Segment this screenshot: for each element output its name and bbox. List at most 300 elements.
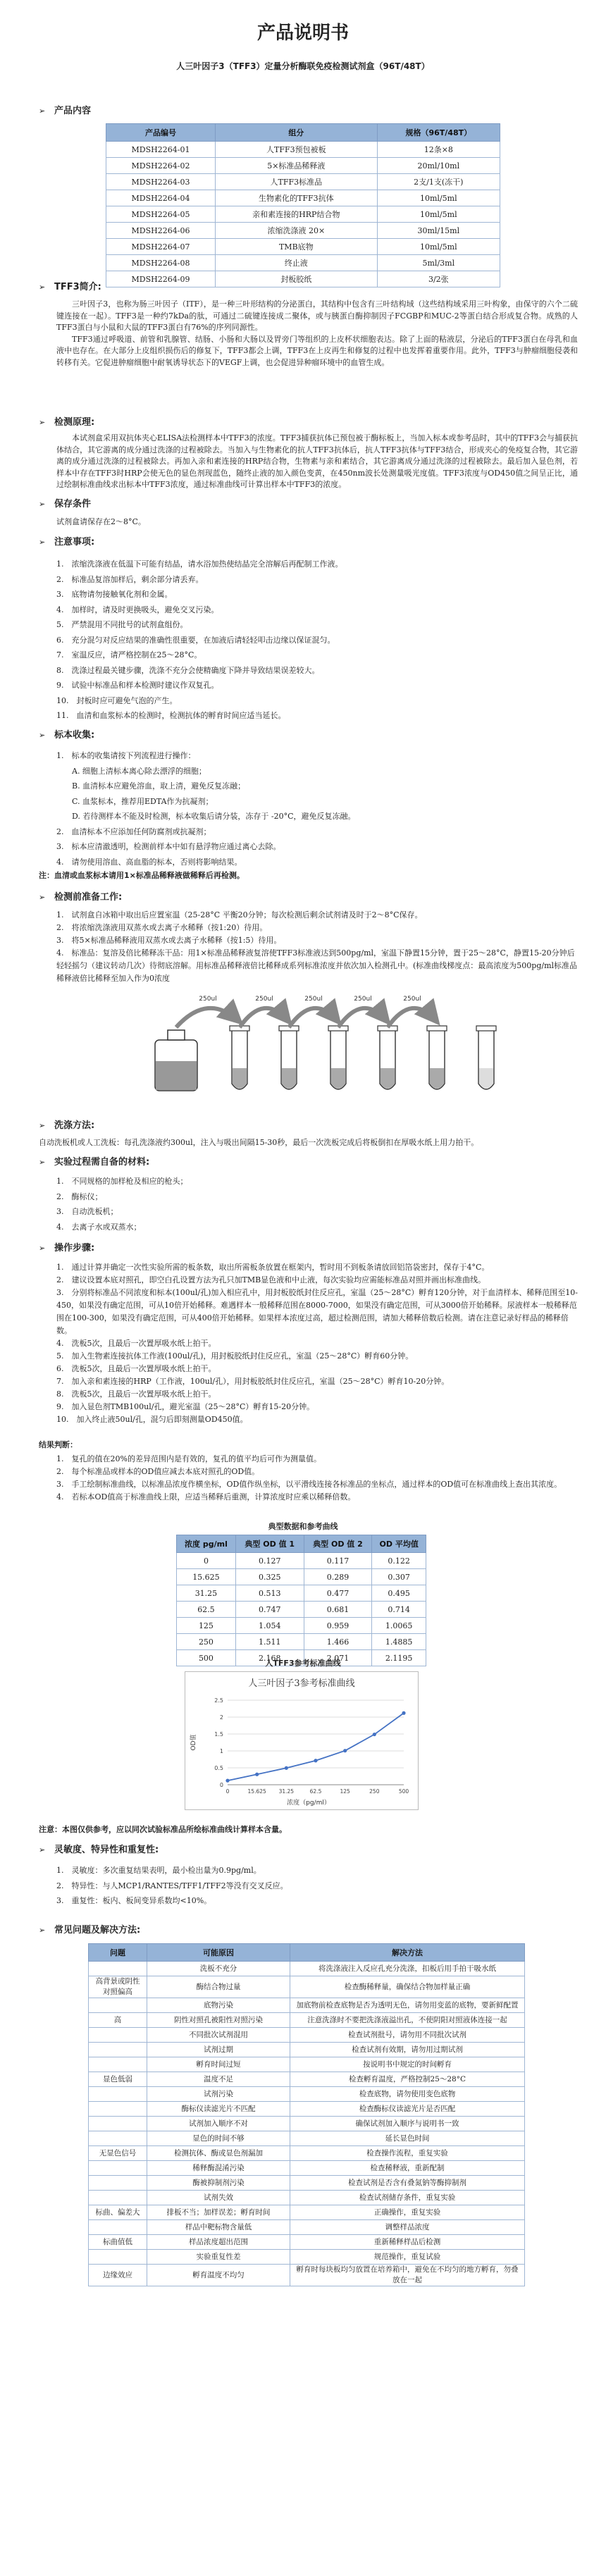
table-cell: 孵育温度不均匀: [147, 2265, 290, 2286]
table-cell: [89, 2250, 147, 2265]
chart-x-tick-label: 500: [398, 1788, 409, 1795]
list-item: 9. 试验中标准品和样本检测时建议作双复孔。: [56, 681, 219, 690]
chart-caption: 人TFF3参考标准曲线: [265, 1659, 341, 1668]
dilution-tube: [378, 1026, 397, 1089]
table-cell: MDSH2264-01: [106, 142, 216, 158]
notes-list: [56, 557, 578, 724]
table-cell: 31.25: [177, 1585, 236, 1602]
list-item: 4. 标准品：复溶及倍比稀释冻干品：用1×标准品稀释液复溶使TFF3标准液达到500pg/ml，室温下静置15分钟，置于25～28°C，静置15-20分钟后轻轻摇匀（建议转动几次）待彻底溶解。用标准品稀释液倍比稀释成系列标准浓度并依次加入检测孔中。(标准曲线梯度点：最高浓度为500pg/ml标准品稀释液倍比稀释至加入作为0浓度: [56, 948, 578, 983]
list-item: 3. 分别将标准品不同浓度和标本(100ul/孔)加入相应孔中，用封板胶纸封住反应孔，室温（25～28°C）孵育120分钟，对于血清样本、稀释范围至10-450，如果没有确定范围，可从10倍开始稀释。难遇样本一般稀释范围在8000-7000，如果没有确定范围，可从3000倍开始稀释。尿液样本一般稀释范围在100-300，如果没有确定范围，可从400倍开始稀释。如果样本浓度过高，超过检测范围，请加大稀释倍数后检测。请在注意记录好样品的稀释倍数。: [56, 1288, 578, 1335]
section-heading-intro: [39, 280, 101, 295]
table-header: 规格（96T/48T）: [377, 124, 500, 142]
table-cell: 2支/1支(冻干): [377, 174, 500, 190]
table-cell: 0.747: [235, 1602, 304, 1618]
table-row: [106, 158, 500, 174]
dilution-volume-label: 250ul: [354, 996, 372, 1003]
table-row: [89, 2072, 525, 2087]
storage-text: [56, 516, 578, 528]
table-cell: 显色低弱: [89, 2072, 147, 2087]
dilution-arrow: [240, 1008, 289, 1027]
dilution-volume-label: 250ul: [304, 996, 323, 1003]
table-row: [89, 2220, 525, 2235]
table-cell: 0.325: [235, 1569, 304, 1585]
table-cell: 底物污染: [147, 1998, 290, 2013]
arrow-bullet-icon: ➢: [39, 283, 46, 292]
section-title: 保存条件: [54, 499, 92, 509]
table-cell: 1.466: [304, 1634, 372, 1650]
arrow-bullet-icon: ➢: [39, 1158, 46, 1167]
table-cell: 125: [177, 1618, 236, 1634]
list-item: 4. 若标本OD值高于标准曲线上限，应适当稀释后重测，计算浓度时应乘以稀释倍数。: [56, 1492, 356, 1501]
arrow-bullet-icon: ➢: [39, 418, 46, 427]
table-row: [106, 271, 500, 287]
list-item: C. 血浆标本，推荐用EDTA作为抗凝剂；: [72, 796, 214, 806]
table-row: [177, 1602, 426, 1618]
list-item: 2. 酶标仪；: [56, 1191, 103, 1201]
table-cell: 0.714: [372, 1602, 426, 1618]
storage-paragraph: 试剂盒请保存在2～8°C。: [56, 517, 146, 526]
result-heading: 结果判断：: [39, 1440, 78, 1449]
list-item: 5. 加入生物素连接抗体工作液(100ul/孔)，用封板胶纸封住反应孔，室温（25～28°C）孵育60分钟。: [56, 1351, 414, 1361]
table-cell: MDSH2264-08: [106, 255, 216, 271]
table-cell: 检查孵育温度，严格控制25～28°C: [290, 2072, 525, 2087]
table-cell: 0.122: [372, 1553, 426, 1569]
table-cell: 0.681: [304, 1602, 372, 1618]
table-cell: MDSH2264-06: [106, 223, 216, 239]
table-cell: 0.959: [304, 1618, 372, 1634]
table-cell: 1.4885: [372, 1634, 426, 1650]
table-cell: 边缘效应: [89, 2265, 147, 2286]
table-header: 典型 OD 值 2: [304, 1535, 372, 1553]
table-cell: 0.117: [304, 1553, 372, 1569]
table-cell: 12条×8: [377, 142, 500, 158]
list-item: D. 若待测样本不能及时检测，标本收集后请分装，冻存于 -20°C，避免反复冻融。: [72, 812, 356, 821]
table-cell: 0.307: [372, 1569, 426, 1585]
section-heading-sensitivity: [39, 1843, 159, 1857]
table-row: [89, 2131, 525, 2146]
table-cell: 亲和素连接的HRP结合物: [216, 206, 378, 223]
table-cell: 温度不足: [147, 2072, 290, 2087]
table-cell: 酶标仪读滤光片不匹配: [147, 2102, 290, 2117]
list-item: 1. 不同规格的加样枪及相应的枪头；: [56, 1177, 188, 1186]
section-heading-storage: [39, 497, 91, 512]
table-header: 浓度 pg/ml: [177, 1535, 236, 1553]
chart-title: 人三叶因子3参考标准曲线: [248, 1678, 355, 1689]
sensitivity-list: [56, 1863, 578, 1909]
chart-series-line: [228, 1713, 404, 1781]
chart-x-tick-label: 250: [369, 1788, 380, 1795]
list-item: 1. 复孔的值在20%的差异范围内是有效的，复孔的值平均后可作为测量值。: [56, 1454, 321, 1463]
dilution-arrow: [289, 1008, 338, 1027]
table-cell: 样品浓度超出范围: [147, 2235, 290, 2250]
chart-note: 注意：本图仅供参考，应以同次试验标准品所绘标准曲线计算样本含量。: [39, 1825, 287, 1834]
list-item: 2. 特异性：与人MCP1/RANTES/TFF1/TFF2等没有交叉反应。: [56, 1881, 288, 1890]
table-cell: 检查酶标仪读滤光片是否匹配: [290, 2102, 525, 2117]
list-item: A. 细胞上清标本离心除去漂浮的细胞；: [72, 766, 206, 776]
table-cell: 250: [177, 1634, 236, 1650]
table-cell: 试剂污染: [147, 2087, 290, 2102]
list-item: 2. 将浓缩洗涤液用双蒸水或去离子水稀释（按1:20）待用。: [56, 923, 268, 932]
table-row: [89, 2028, 525, 2043]
table-cell: TMB底物: [216, 239, 378, 255]
table-cell: 1.0065: [372, 1618, 426, 1634]
table-cell: 检查底物，请勿使用变色底物: [290, 2087, 525, 2102]
table-cell: [89, 2087, 147, 2102]
dilution-tube: [427, 1026, 447, 1089]
chart-x-tick-label: 0: [225, 1788, 230, 1795]
wash-text: [39, 1137, 588, 1149]
list-item: 7. 室温反应，请严格控制在25～28°C。: [56, 650, 202, 660]
section-heading-notes: [39, 535, 94, 550]
table-cell: 阴性对照孔被阳性对照污染: [147, 2013, 290, 2028]
table-cell: 调整样品浓度: [290, 2220, 525, 2235]
section-title: 标本收集:: [54, 730, 95, 741]
faq-table: [88, 1943, 525, 2286]
table-row: [106, 174, 500, 190]
contents-table: [106, 123, 500, 287]
table-cell: [89, 1962, 147, 1976]
table-row: [106, 255, 500, 271]
dilution-tube: [328, 1026, 348, 1089]
table-row: [89, 1976, 525, 1998]
table-cell: 孵育时间过短: [147, 2057, 290, 2072]
table-row: [106, 239, 500, 255]
table-cell: 高: [89, 2013, 147, 2028]
section-title: 检测原理:: [54, 417, 95, 428]
document-subtitle: 人三叶因子3（TFF3）定量分析酶联免疫检测试剂盒（96T/48T）: [176, 61, 430, 71]
table-cell: 浓缩洗涤液 20×: [216, 223, 378, 239]
intro-paragraph: TFF3通过呼吸道、前管和乳腺管、结肠、小肠和大肠以及胃旁门等组织的上皮杯状细胞表达。除了上面的粘液层，分泌后的TFF3蛋白在母乳和血液中也存在。在大部分上皮组织损伤后的修复下，TFF3都会上调，TFF3在上皮再生和修复的过程中也发挥着重要作用。此外，TFF3与肿瘤细胞侵袭和转移有关。它促进肿瘤细胞中耐氧诱导状态下的VEGF上调，也会促进异种瘤环境中的血管生成。: [56, 334, 578, 367]
principle-text: [56, 433, 578, 491]
prep-list: [56, 909, 578, 985]
chart-data-point: [285, 1766, 288, 1770]
table-row: [89, 2102, 525, 2117]
table-row: [177, 1585, 426, 1602]
intro-paragraph: 三叶因子3，也称为肠三叶因子（ITF），是一种三叶形结构的分泌蛋白，其结构中包含有三叶结构域（这些结构域采用三叶构象，由保守的六个二硫键连接在一起）。TFF3是一种约7kDa的肽，可通过二硫键连接成二聚体，或与胰蛋白酶抑制因子FCGBP和MUC-2等蛋白结合形成复合物。成熟的人TFF3蛋白与小鼠和大鼠的TFF3蛋白有76%的序列同源性。: [56, 299, 578, 332]
list-item: 4. 加样时，请及时更换吸头，避免交叉污染。: [56, 605, 219, 614]
standard-curve-chart: [185, 1671, 419, 1810]
table-row: [89, 1962, 525, 1976]
chart-y-tick-label: 1.5: [214, 1731, 223, 1738]
chart-x-axis-label: 浓度（pg/ml）: [287, 1800, 330, 1807]
section-heading-materials: [39, 1156, 149, 1170]
arrow-bullet-icon: ➢: [39, 893, 46, 902]
list-item: 10. 加入终止液50ul/孔，混匀后即刻测量OD450值。: [56, 1415, 248, 1424]
list-item: 2. 血清标本不应添加任何防腐剂或抗凝剂；: [56, 826, 211, 836]
table-cell: 高背景或阴性对照偏高: [89, 1976, 147, 1998]
dilution-volume-label: 250ul: [199, 996, 217, 1003]
arrow-bullet-icon: ➢: [39, 538, 46, 547]
table-cell: MDSH2264-03: [106, 174, 216, 190]
list-item: 1. 灵敏度：多次重复结果表明，最小检出量为0.9pg/ml。: [56, 1866, 261, 1875]
table-cell: [89, 2043, 147, 2057]
table-cell: 正确操作，重复实验: [290, 2205, 525, 2220]
table-cell: 检查试剂批号，请勿用不同批次试剂: [290, 2028, 525, 2043]
table-cell: 检查稀释液，重新配制: [290, 2161, 525, 2176]
table-row: [89, 2146, 525, 2161]
table-row: [89, 2205, 525, 2220]
table-cell: 注意洗涤时不要把洗涤液溢出孔，不使阴阳对照液体连接一起: [290, 2013, 525, 2028]
dilution-volume-label: 250ul: [403, 996, 421, 1003]
table-row: [89, 2057, 525, 2072]
table-cell: 生物素化的TFF3抗体: [216, 190, 378, 206]
table-row: [89, 2043, 525, 2057]
table-cell: 酶被抑制剂污染: [147, 2176, 290, 2191]
dilution-tube: [230, 1026, 249, 1089]
table-cell: 酶结合物过量: [147, 1976, 290, 1998]
table-cell: 将洗涤液注入反应孔充分洗涤，扣板后用手拍干吸水纸: [290, 1962, 525, 1976]
table-cell: 洗板不充分: [147, 1962, 290, 1976]
table-row: [89, 2235, 525, 2250]
list-item: 1. 浓缩洗涤液在低温下可能有结晶，请水浴加热使结晶完全溶解后再配制工作液。: [56, 559, 343, 569]
arrow-bullet-icon: ➢: [39, 1926, 46, 1935]
list-item: 6. 洗板5次，且最后一次置厚吸水纸上拍干。: [56, 1364, 216, 1373]
table-cell: 按说明书中规定的时间孵育: [290, 2057, 525, 2072]
list-item: 8. 洗涤过程最关键步骤，洗涤不充分会使精确度下降并导致结果误差较大。: [56, 665, 320, 675]
chart-data-point: [314, 1759, 317, 1762]
list-item: 11. 血清和血浆标本的检测时，检测抗体的孵育时间应适当延长。: [56, 711, 286, 720]
table-cell: 检查试剂有效期，请勿用过期试剂: [290, 2043, 525, 2057]
table-cell: [89, 2117, 147, 2131]
table-cell: 人TFF3标准品: [216, 174, 378, 190]
list-item: 2. 建议设置本底对照孔，即空白孔设置方法为孔只加TMB显色液和中止液，每次实验均应需能标准品对照并画出标准曲线。: [56, 1275, 486, 1284]
table-cell: 不同批次试剂混用: [147, 2028, 290, 2043]
dilution-arrow: [338, 1008, 388, 1027]
table-cell: 加底物前检查底物是否为透明无色，请勿用变蓝的底物，要新鲜配置: [290, 1998, 525, 2013]
section-heading-wash: [39, 1119, 94, 1133]
table-row: [89, 2013, 525, 2028]
arrow-bullet-icon: ➢: [39, 106, 46, 116]
table-cell: [89, 2176, 147, 2191]
table-row: [89, 1998, 525, 2013]
table-cell: 0.477: [304, 1585, 372, 1602]
list-item: 6. 充分混匀对反应结果的准确性很重要，在加液后请轻轻叩击边缘以保证混匀。: [56, 635, 335, 645]
table-cell: 10ml/5ml: [377, 190, 500, 206]
table-cell: 20ml/10ml: [377, 158, 500, 174]
list-item: 3. 重复性：板内、板间变异系数均<10%。: [56, 1896, 212, 1905]
stock-bottle: [155, 1030, 197, 1091]
arrow-bullet-icon: ➢: [39, 1244, 46, 1253]
table-cell: 延长显色时间: [290, 2131, 525, 2146]
section-title: 实验过程需自备的材料:: [54, 1157, 150, 1168]
dilution-arrow: [388, 1008, 437, 1027]
steps-list: [56, 1261, 578, 1426]
table-cell: 0.513: [235, 1585, 304, 1602]
table-cell: [89, 1998, 147, 2013]
chart-data-point: [373, 1733, 376, 1736]
chart-data-point: [225, 1779, 229, 1783]
list-item: 3. 自动洗板机；: [56, 1207, 118, 1216]
table-cell: 检查操作流程，重复实验: [290, 2146, 525, 2161]
table-cell: 排板不当；加样误差；孵育时间: [147, 2205, 290, 2220]
intro-text: [56, 299, 578, 369]
list-item: 2. 每个标准品或样本的OD值应减去本底对照孔的OD值。: [56, 1467, 260, 1476]
table-cell: [89, 2191, 147, 2205]
result-list: [56, 1453, 578, 1504]
table-header: 可能原因: [147, 1944, 290, 1962]
principle-paragraph: 本试剂盒采用双抗体夹心ELISA法检测样本中TFF3的浓度。TFF3捕获抗体已预包被于酶标板上，当加入标本或参考品时，其中的TFF3会与捕获抗体结合，其它游离的成分通过洗涤的过程被除去。当加入与生物素化的抗人TFF3抗体后，抗人TFF3抗体与TFF3结合，形成夹心的免疫复合物，其它游离的成分通过洗涤的过程被除去。再加入亲和素连接的HRP结合物，生物素与亲和素结合，其它游离成分通过洗涤的过程被除去。最后加入显色剂，若样本中存在TFF3时HRP会使无色的显色剂现蓝色，随终止液的加入颜色变黄，在450nm波长处测量吸光度值。TFF3浓度与OD450值之间呈正比，通过绘制标准曲线求出标本中TFF3浓度，通过标准曲线可计算出样本中TFF3的浓度。: [56, 433, 578, 489]
dilution-arrow: [176, 1008, 240, 1027]
dilution-tube: [476, 1026, 496, 1089]
list-item: 4. 去离子水或双蒸水；: [56, 1222, 142, 1232]
section-title: TFF3简介:: [54, 282, 101, 292]
table-cell: 1.511: [235, 1634, 304, 1650]
section-title: 常见问题及解决方法:: [54, 1925, 141, 1936]
chart-x-tick-label: 15.625: [247, 1788, 266, 1795]
section-heading-contents: [39, 104, 91, 118]
list-item: 1. 试剂盒自冰箱中取出后应置室温（25-28°C 平衡20分钟；每次检测后剩余试剂请及时于2～8°C保存。: [56, 910, 423, 919]
table-cell: 试剂加入顺序不对: [147, 2117, 290, 2131]
arrow-bullet-icon: ➢: [39, 1121, 46, 1130]
table-cell: 1.054: [235, 1618, 304, 1634]
table-header: 典型 OD 值 1: [235, 1535, 304, 1553]
table-cell: 封板胶纸: [216, 271, 378, 287]
table-header: 解决方法: [290, 1944, 525, 1962]
section-title: 检测前准备工作:: [54, 892, 123, 903]
table-row: [177, 1553, 426, 1569]
materials-list: [56, 1174, 578, 1234]
section-title: 灵敏度、特异性和重复性:: [54, 1845, 159, 1855]
table-cell: 2.1195: [372, 1650, 426, 1666]
list-item: B. 血清标本应避免溶血，取上清，避免反复冻融；: [72, 781, 246, 791]
table-cell: 62.5: [177, 1602, 236, 1618]
section-title: 洗涤方法:: [54, 1120, 95, 1131]
table-row: [106, 190, 500, 206]
list-item: 2. 标准品复溶加样后，剩余部分请丢弃。: [56, 574, 204, 584]
section-title: 产品内容: [54, 106, 92, 116]
chart-data-point: [343, 1749, 347, 1752]
table-row: [106, 206, 500, 223]
list-item: 3. 手工绘制标准曲线，以标准品浓度作横坐标，OD值作纵坐标，以平滑线连接各标准品的坐标点，通过样本的OD值可在标准曲线上查出其浓度。: [56, 1480, 562, 1489]
table-cell: 重新稀释样品后检测: [290, 2235, 525, 2250]
table-cell: 0.289: [304, 1569, 372, 1585]
dilution-volume-label: 250ul: [255, 996, 273, 1003]
chart-y-axis-label: OD值: [190, 1734, 197, 1751]
chart-y-tick-label: 0.5: [214, 1765, 223, 1771]
serial-dilution-diagram: [141, 985, 507, 1101]
table-row: [89, 2176, 525, 2191]
table-cell: 检查酶稀释量，确保结合物加样量正确: [290, 1976, 525, 1998]
table-cell: 15.625: [177, 1569, 236, 1585]
table-row: [106, 223, 500, 239]
table-cell: [89, 2131, 147, 2146]
table-cell: 0.127: [235, 1553, 304, 1569]
chart-data-point: [255, 1773, 259, 1776]
section-title: 操作步骤:: [54, 1243, 95, 1253]
chart-x-tick-label: 125: [340, 1788, 350, 1795]
table-row: [89, 2250, 525, 2265]
table-row: [89, 2117, 525, 2131]
table-row: [177, 1618, 426, 1634]
table-cell: 5×标准品稀释液: [216, 158, 378, 174]
wash-paragraph: 自动洗板机或人工洗板：每孔洗涤液约300ul，注入与吸出间隔15-30秒，最后一次洗板完成后将板倒扣在厚吸水纸上用力拍干。: [39, 1138, 479, 1147]
table-cell: 0.495: [372, 1585, 426, 1602]
table-cell: [89, 2161, 147, 2176]
table-row: [177, 1569, 426, 1585]
collection-list: [56, 748, 578, 869]
table-cell: MDSH2264-05: [106, 206, 216, 223]
table-cell: 标曲、偏差大: [89, 2205, 147, 2220]
section-heading-faq: [39, 1924, 140, 1938]
table-cell: MDSH2264-02: [106, 158, 216, 174]
chart-x-tick-label: 31.25: [278, 1788, 295, 1795]
table-cell: 检测抗体、酶或显色剂漏加: [147, 2146, 290, 2161]
list-item: 1. 通过计算并确定一次性实验所需的板条数，取出所需板条放置在框架内，暂时用不到板条请放回铝箔袋密封，保存于4°C。: [56, 1263, 490, 1272]
table-cell: 人TFF3预包被板: [216, 142, 378, 158]
table-cell: 试剂失效: [147, 2191, 290, 2205]
table-row: [89, 2087, 525, 2102]
table-row: [89, 2191, 525, 2205]
table-cell: 样品中靶标物含量低: [147, 2220, 290, 2235]
table-cell: 检查试剂储存条件，重复实验: [290, 2191, 525, 2205]
typical-data-caption: 典型数据和参考曲线: [268, 1522, 338, 1531]
list-item: 4. 请勿使用溶血、高血脂的标本，否则将影响结果。: [56, 857, 242, 867]
table-cell: 孵育时每块板均匀放置在培养箱中，避免在不均匀的地方孵育，勿叠放在一起: [290, 2265, 525, 2286]
table-row: [106, 142, 500, 158]
chart-data-point: [402, 1711, 405, 1715]
table-header: 问题: [89, 1944, 147, 1962]
section-heading-prep: [39, 891, 122, 905]
table-cell: 2.071: [304, 1650, 372, 1666]
arrow-bullet-icon: ➢: [39, 500, 46, 509]
table-cell: 检查试剂是否含有叠氮钠等酶抑制剂: [290, 2176, 525, 2191]
list-item: 8. 洗板5次，且最后一次置厚吸水纸上拍干。: [56, 1389, 216, 1399]
list-item: 1. 标本的收集请按下列流程进行操作：: [56, 751, 196, 760]
table-cell: 实验重复性差: [147, 2250, 290, 2265]
table-cell: 5ml/3ml: [377, 255, 500, 271]
table-header: OD 平均值: [372, 1535, 426, 1553]
table-row: [177, 1634, 426, 1650]
table-cell: 无显色信号: [89, 2146, 147, 2161]
chart-y-tick-label: 1: [219, 1748, 223, 1754]
table-cell: 规范操作，重复试验: [290, 2250, 525, 2265]
table-row: [89, 2161, 525, 2176]
section-heading-collection: [39, 729, 94, 743]
chart-y-tick-label: 2.5: [214, 1697, 223, 1704]
list-item: 5. 严禁混用不同批号的试剂盒组份。: [56, 620, 188, 629]
list-item: 7. 加入亲和素连接的HRP（工作液，100ul/孔），用封板胶纸封住反应孔，室温（25～28°C）孵育10-20分钟。: [56, 1377, 450, 1386]
list-item: 10. 封板时应可避免气泡的产生。: [56, 695, 178, 705]
table-cell: 10ml/5ml: [377, 239, 500, 255]
section-heading-principle: [39, 416, 94, 430]
dilution-tube: [279, 1026, 299, 1089]
section-heading-steps: [39, 1241, 94, 1256]
arrow-bullet-icon: ➢: [39, 1845, 46, 1854]
chart-x-tick-label: 62.5: [309, 1788, 322, 1795]
table-cell: MDSH2264-04: [106, 190, 216, 206]
table-cell: 确保试剂加入顺序与说明书一致: [290, 2117, 525, 2131]
table-header: 组分: [216, 124, 378, 142]
table-cell: 0: [177, 1553, 236, 1569]
table-row: [89, 2265, 525, 2286]
table-cell: [89, 2102, 147, 2117]
list-item: 4. 洗板5次，且最后一次置厚吸水纸上拍干。: [56, 1339, 216, 1348]
chart-y-tick-label: 2: [219, 1714, 223, 1721]
section-title: 注意事项:: [54, 537, 95, 547]
table-cell: [89, 2057, 147, 2072]
table-cell: 10ml/5ml: [377, 206, 500, 223]
list-item: 9. 加入显色剂TMB100ul/孔，避光室温（25～28°C）孵育15-20分钟。: [56, 1402, 315, 1411]
typical-data-table: [176, 1535, 426, 1666]
collection-note: 注：血清或血浆标本请用1×标准品稀释液做稀释后再检测。: [39, 871, 245, 880]
list-item: 3. 底物请勿接触氧化剂和金属。: [56, 590, 173, 599]
document-title: 产品说明书: [256, 23, 349, 44]
table-cell: MDSH2264-07: [106, 239, 216, 255]
table-cell: 标曲值低: [89, 2235, 147, 2250]
table-cell: 3/2张: [377, 271, 500, 287]
table-cell: 2.168: [235, 1650, 304, 1666]
table-cell: MDSH2264-09: [106, 271, 216, 287]
